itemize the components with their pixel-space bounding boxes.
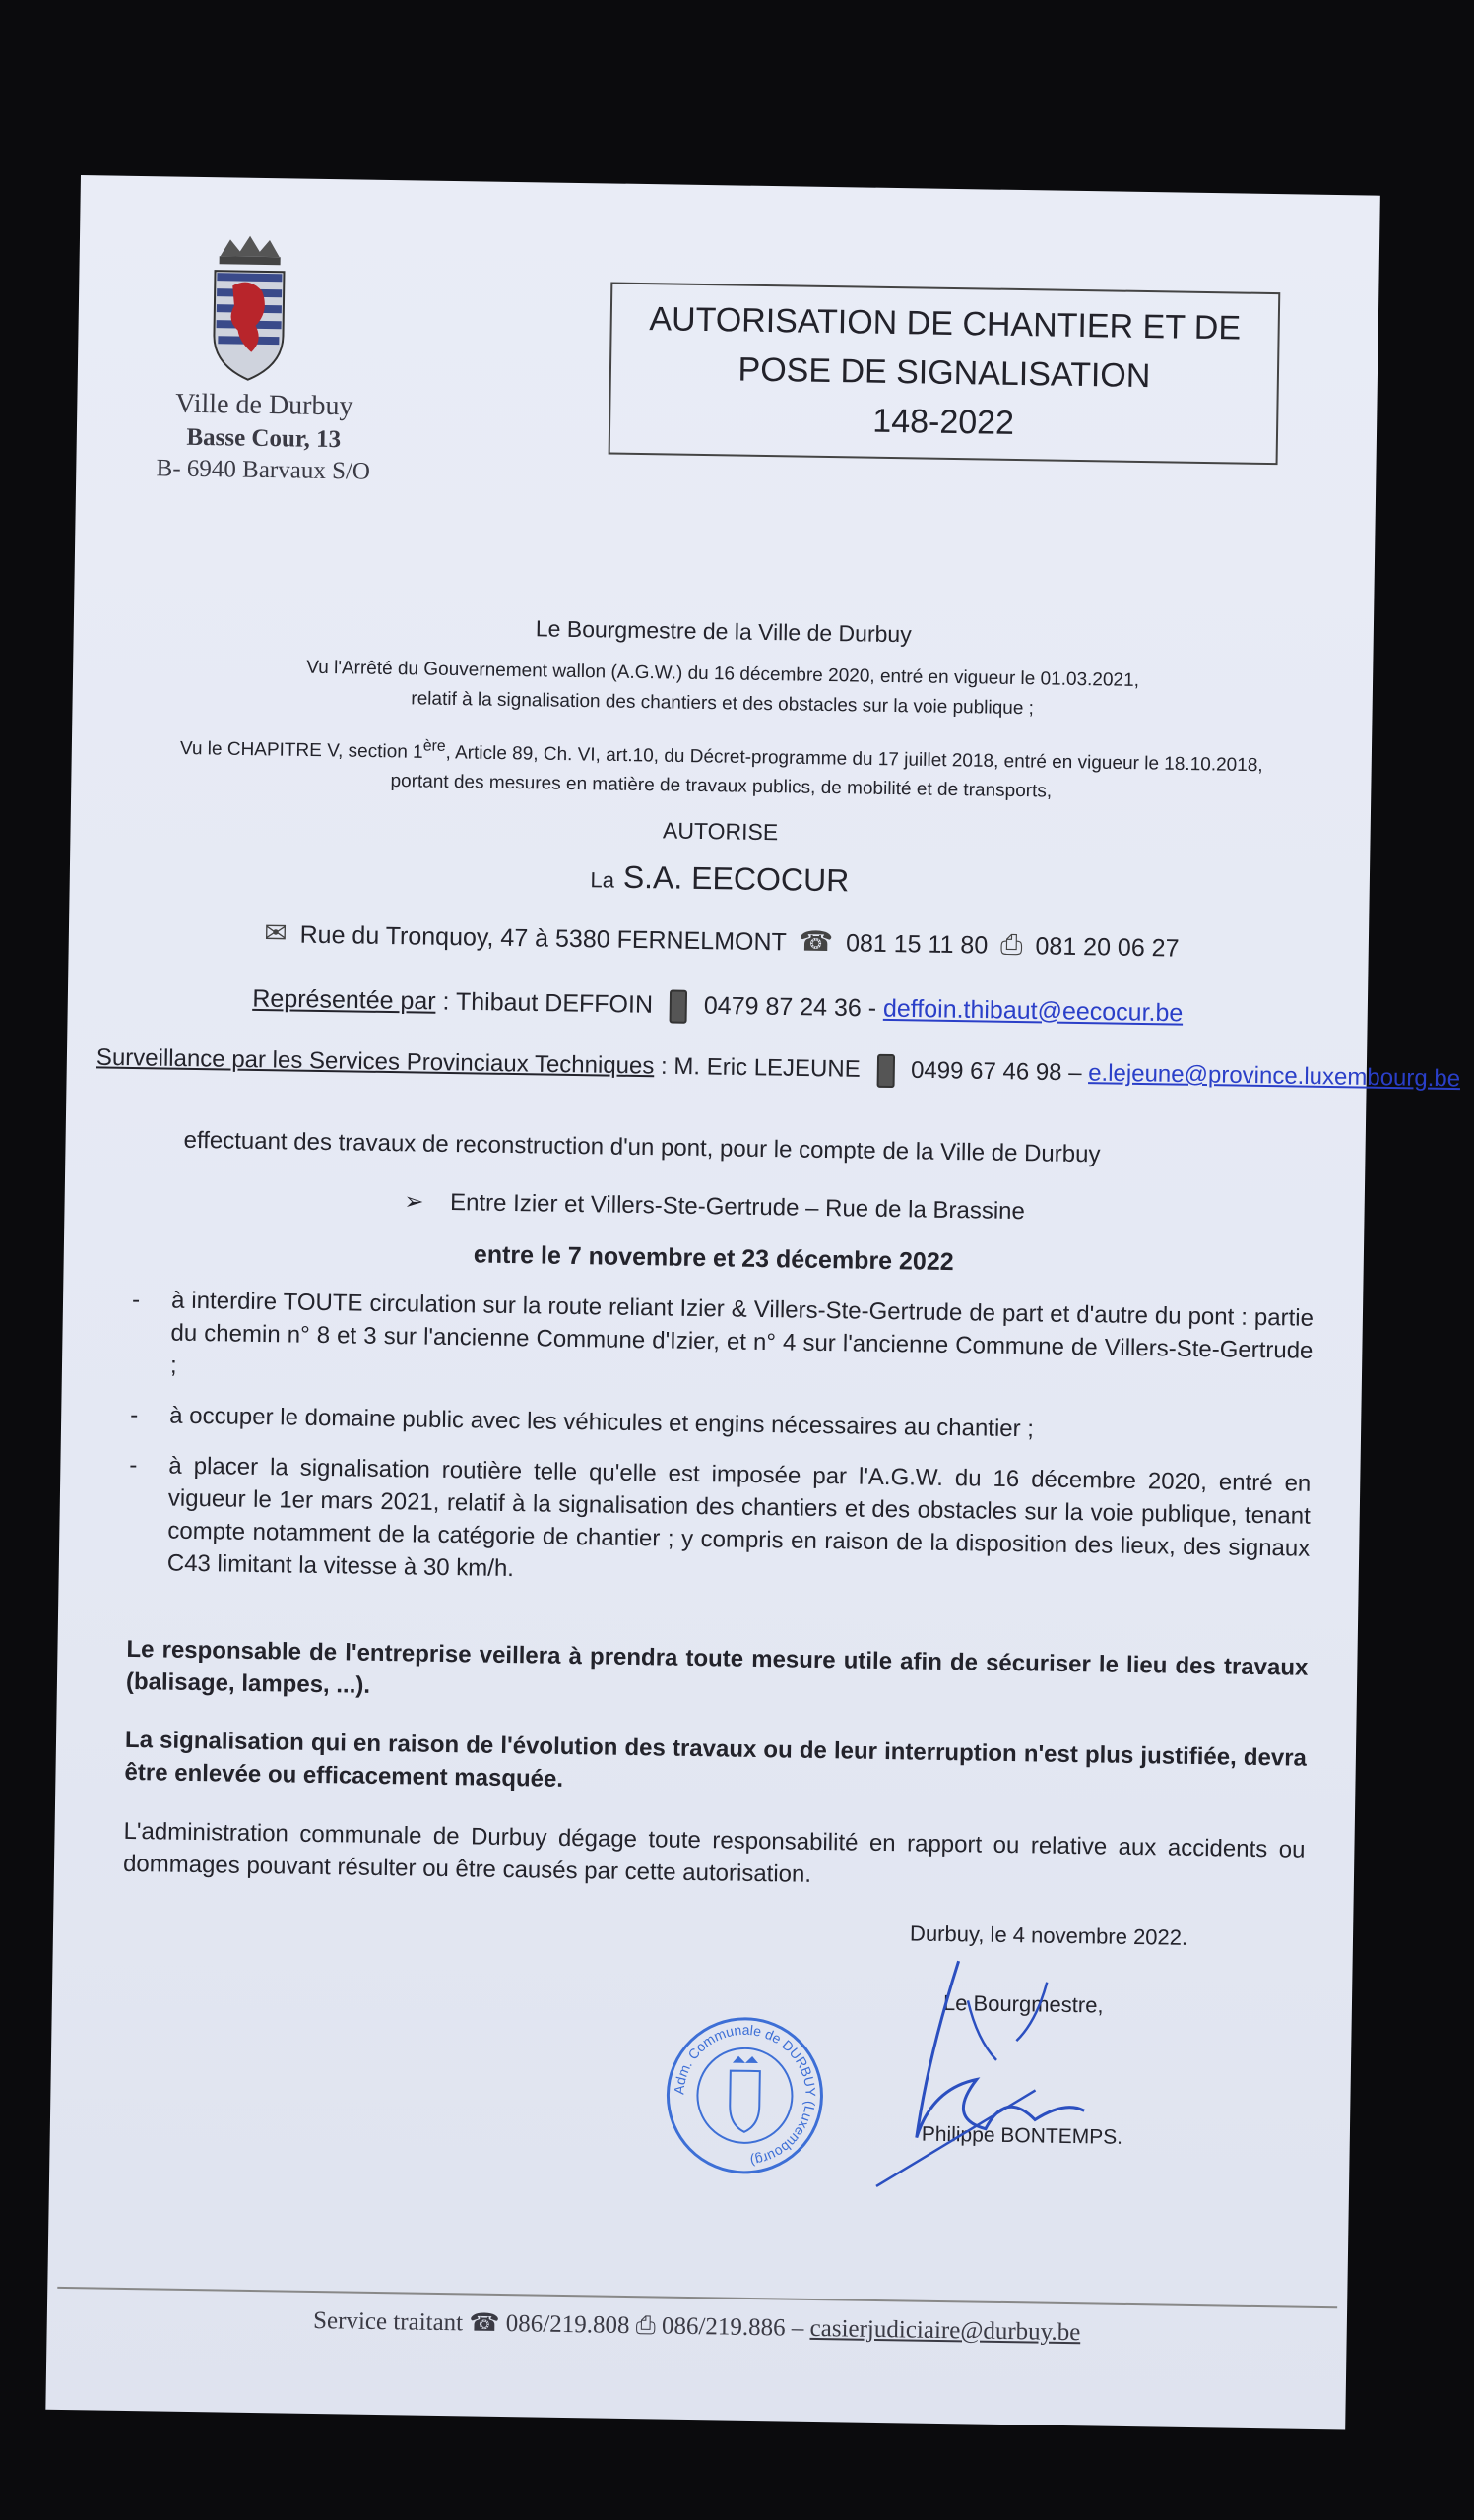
telephone-icon: ☎ bbox=[799, 925, 834, 958]
svg-text:Adm. Communale de DURBUY (Luxe bbox=[670, 2021, 820, 2171]
footer-phone: 086/219.808 bbox=[505, 2310, 630, 2340]
legal-reference-2-superscript: ère bbox=[422, 737, 446, 755]
mayor-heading: Le Bourgmestre de la Ville de Durbuy bbox=[535, 615, 912, 648]
footer-separator: – bbox=[785, 2314, 810, 2342]
list-item-text: à placer la signalisation routière telle qu'elle est imposée par l'A.G.W. du 16 décembre 2020, entré en vigueur le 1er mars 2021, relatif à la signalisation des chantiers et des obstacles sur la voie publique, tenant compte notamment de la catégorie de chantier ; y compris en raison de la disposition des lieux, des signaux C43 limitant la vitesse à 30 km/h. bbox=[166, 1452, 1312, 1583]
representative-name: : Thibaut DEFFOIN bbox=[442, 987, 654, 1019]
surveillance-separator: – bbox=[1061, 1059, 1089, 1087]
footer-email-link[interactable]: casierjudiciaire@durbuy.be bbox=[809, 2314, 1081, 2347]
legal-reference-1-line-b: relatif à la signalisation des chantiers et des obstacles sur la voie publique ; bbox=[411, 688, 1035, 720]
works-dates: entre le 7 novembre et 23 décembre 2022 bbox=[473, 1240, 954, 1277]
works-location-text: Entre Izier et Villers-Ste-Gertrude – Rue de la Brassine bbox=[449, 1189, 1026, 1226]
signage-removal-paragraph: La signalisation qui en raison de l'évolution des travaux ou de leur interruption n'est plus justifiée, devra être enlevée ou efficacement masquée. bbox=[124, 1726, 1308, 1793]
legal-reference-1-line-a: Vu l'Arrêté du Gouvernement wallon (A.G.W.) du 16 décembre 2020, entré en vigueur le 01.03.2021, bbox=[306, 657, 1140, 691]
legal-reference-2-suffix: , Article 89, Ch. VI, art.10, du Décret-programme du 17 juillet 2018, entré en vigueur le 18.10.2018, bbox=[445, 742, 1263, 777]
signature-title: Le Bourgmestre, bbox=[942, 1989, 1104, 2018]
legal-reference-2 bbox=[71, 726, 1372, 812]
company-prefix: La bbox=[590, 867, 615, 893]
representative-label: Représentée par bbox=[252, 984, 436, 1016]
list-item bbox=[128, 1449, 1312, 1598]
authorizes-heading: AUTORISE bbox=[662, 817, 779, 846]
official-stamp bbox=[660, 2011, 830, 2181]
list-item bbox=[131, 1284, 1314, 1400]
representative-mobile: 0479 87 24 36 bbox=[703, 991, 862, 1023]
stamp-text: Adm. Communale de DURBUY (Luxembourg) bbox=[671, 2021, 819, 2170]
footer-label: Service traitant bbox=[312, 2306, 464, 2337]
legal-reference-2-prefix: Vu le CHAPITRE V, section 1 bbox=[179, 737, 423, 763]
list-item-text: à occuper le domaine public avec les véhicules et engins nécessaires au chantier ; bbox=[169, 1402, 1035, 1443]
list-item bbox=[130, 1399, 1312, 1450]
company-address-line bbox=[69, 914, 1369, 968]
company-address: Rue du Tronquoy, 47 à 5380 FERNELMONT bbox=[299, 920, 787, 957]
works-location bbox=[64, 1182, 1364, 1231]
signature-date: Durbuy, le 4 novembre 2022. bbox=[909, 1921, 1188, 1950]
municipal-crest-icon bbox=[204, 231, 295, 390]
company-phone: 081 15 11 80 bbox=[845, 929, 989, 960]
envelope-icon: ✉ bbox=[263, 917, 288, 949]
list-dash: - bbox=[131, 1286, 141, 1314]
surveillance-label: Surveillance par les Services Provinciaux Techniques bbox=[96, 1043, 655, 1080]
list-dash: - bbox=[130, 1401, 139, 1429]
liability-paragraph: L'administration communale de Durbuy dégage toute responsabilité en rapport ou relative aux accidents ou dommages pouvant résulter ou être causés par cette autorisation. bbox=[122, 1817, 1306, 1888]
surveillance-mobile: 0499 67 46 98 bbox=[910, 1056, 1062, 1087]
municipality-block bbox=[115, 388, 412, 487]
surveillance-email-link[interactable]: e.lejeune@province.luxembourg.be bbox=[1087, 1059, 1461, 1093]
arrow-bullet-icon: ➢ bbox=[404, 1188, 424, 1216]
municipality-name: Ville de Durbuy bbox=[174, 388, 353, 422]
surveillance-line bbox=[96, 1041, 1461, 1095]
representative-separator: - bbox=[861, 994, 884, 1023]
company-heading bbox=[70, 850, 1370, 908]
representative-email-link[interactable]: deffoin.thibaut@eecocur.be bbox=[882, 994, 1184, 1028]
legal-reference-2-line-b: portant des mesures en matière de travaux publics, de mobilité et de transports, bbox=[390, 771, 1053, 802]
municipality-city: B- 6940 Barvaux S/O bbox=[156, 455, 371, 485]
safety-paragraph: Le responsable de l'entreprise veillera à prendra toute mesure utile afin de sécuriser le lieu des travaux (balisage, lampes, ...). bbox=[125, 1635, 1309, 1699]
title-number: 148-2022 bbox=[872, 402, 1015, 442]
legal-reference-1 bbox=[72, 650, 1373, 729]
handwritten-signature bbox=[837, 1939, 1136, 2200]
works-description: effectuant des travaux de reconstruction d'un pont, pour le compte de la Ville de Durbuy bbox=[183, 1126, 1101, 1168]
list-dash: - bbox=[129, 1451, 138, 1480]
footer bbox=[47, 2301, 1347, 2352]
representative-line bbox=[68, 980, 1368, 1035]
telephone-icon: ☎ bbox=[469, 2309, 500, 2337]
conditions-list bbox=[127, 1284, 1314, 1615]
signature-name: Philippe BONTEMPS. bbox=[921, 2122, 1123, 2149]
fax-icon: ⎙ bbox=[635, 2312, 656, 2340]
document-page bbox=[45, 175, 1461, 2429]
title-line-1: AUTORISATION DE CHANTIER ET DE bbox=[649, 300, 1242, 347]
mobile-phone-icon bbox=[670, 989, 688, 1023]
mobile-phone-icon bbox=[876, 1054, 895, 1088]
title-line-2: POSE DE SIGNALISATION bbox=[737, 350, 1151, 396]
surveillance-name: : M. Eric LEJEUNE bbox=[660, 1052, 861, 1083]
company-fax: 081 20 06 27 bbox=[1035, 932, 1180, 963]
list-item-text: à interdire TOUTE circulation sur la route reliant Izier & Villers-Ste-Gertrude de part et d'autre du pont : partie du chemin n° 8 et 3 sur l'ancienne Commune d'Izier, et n° 4 sur l'ancienne Commune de Villers-Ste-Gertrude ; bbox=[169, 1287, 1314, 1379]
company-name: S.A. EECOCUR bbox=[622, 858, 850, 899]
municipality-address: Basse Cour, 13 bbox=[186, 423, 342, 454]
fax-icon: ⎙ bbox=[999, 928, 1023, 961]
document-title-box bbox=[609, 282, 1281, 465]
footer-fax: 086/219.886 bbox=[661, 2312, 786, 2342]
